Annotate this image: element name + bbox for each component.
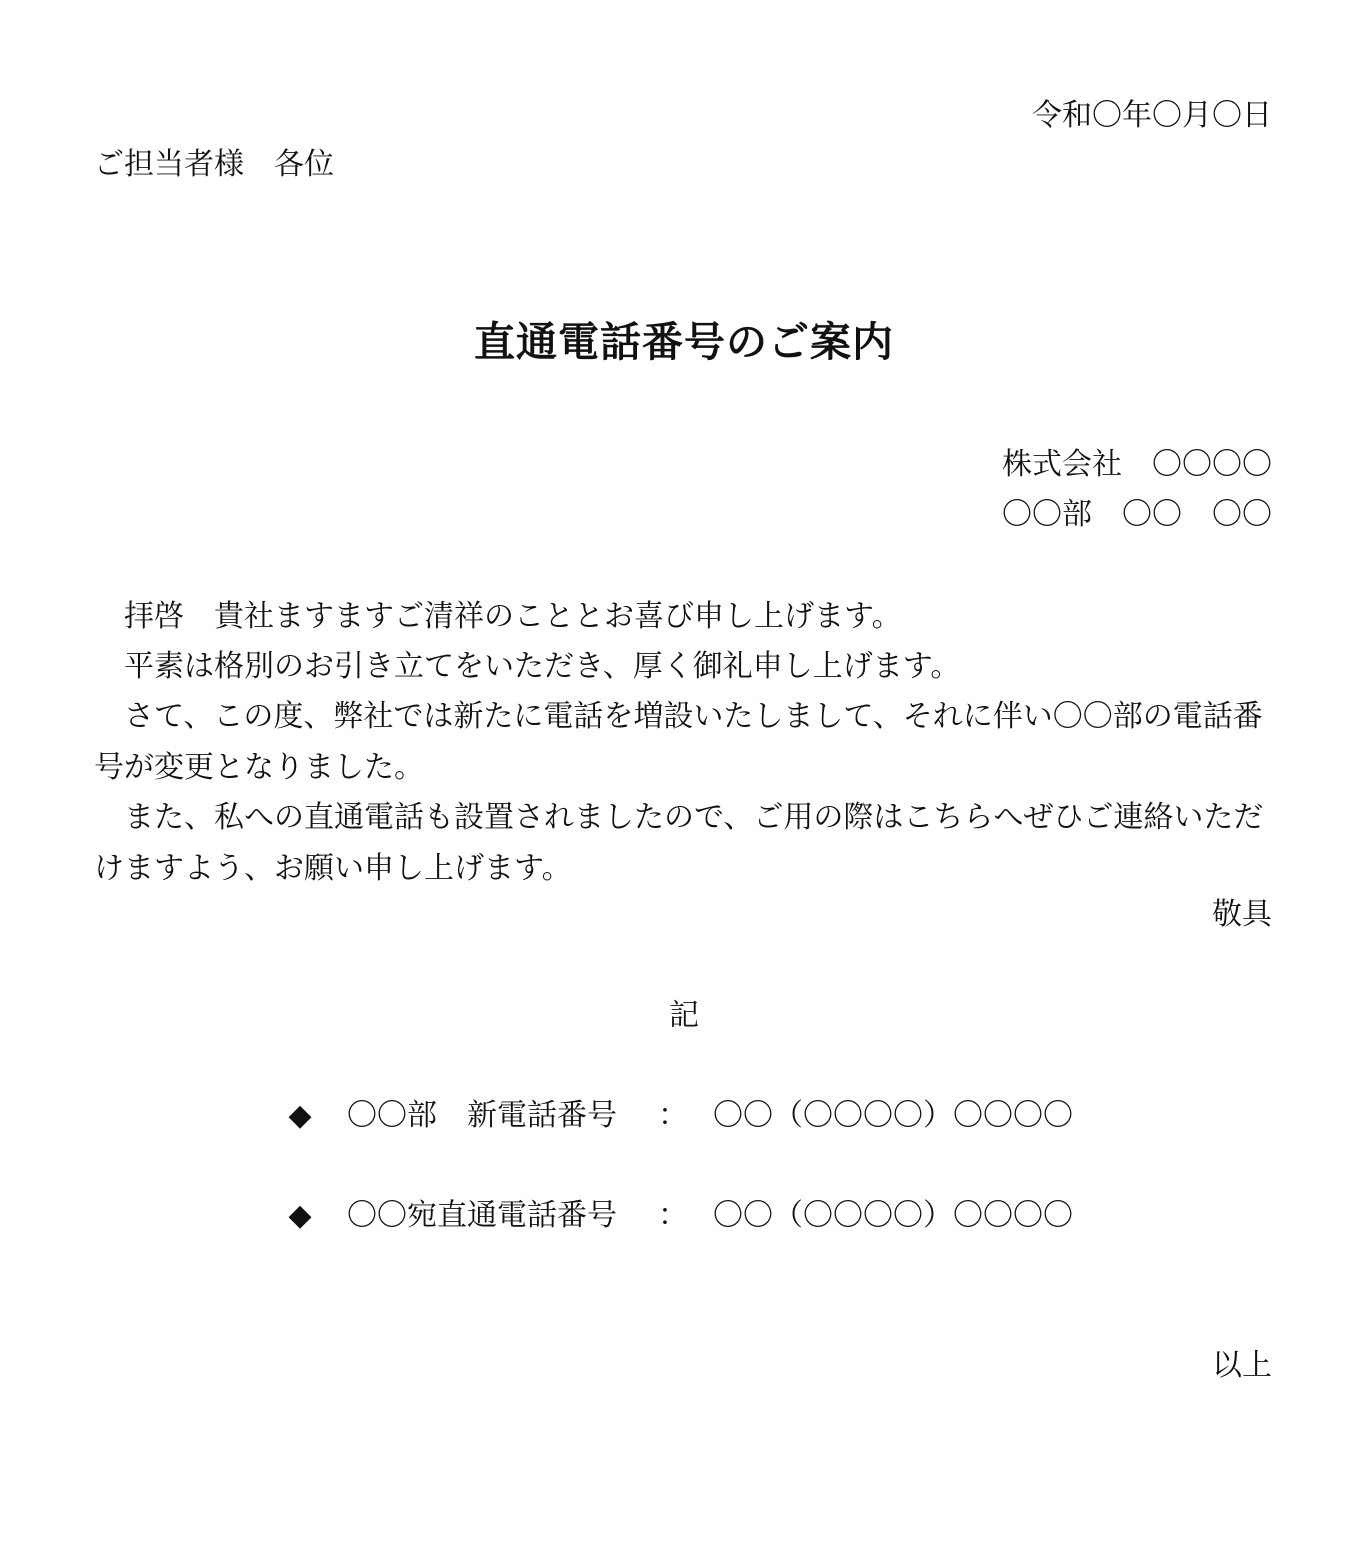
body-paragraph-announcement: さて、この度、弊社では新たに電話を増設いたしまして、それに伴い〇〇部の電話番号が変更となりました。 <box>94 699 1263 785</box>
item-phone-value: 〇〇（〇〇〇〇）〇〇〇〇 <box>713 1198 1073 1233</box>
end-ijou: 以上 <box>1212 1348 1272 1383</box>
diamond-bullet-icon: ◆ <box>288 1198 312 1233</box>
body-paragraph-greeting: 拝啓 貴社ますますご清祥のこととお喜び申し上げます。 <box>124 599 902 634</box>
document-title: 直通電話番号のご案内 <box>474 318 894 366</box>
item-colon: ： <box>658 1198 688 1233</box>
body-paragraph-thanks: 平素は格別のお引き立てをいただき、厚く御礼申し上げます。 <box>124 649 961 684</box>
recipient-line: ご担当者様 各位 <box>94 147 334 182</box>
sender-company: 株式会社 〇〇〇〇 <box>1002 447 1272 482</box>
item-phone-value: 〇〇（〇〇〇〇）〇〇〇〇 <box>713 1098 1073 1133</box>
item-label: 〇〇部 新電話番号 <box>347 1098 617 1133</box>
date-line: 令和〇年〇月〇日 <box>1032 98 1272 133</box>
ki-heading: 記 <box>669 998 699 1033</box>
item-label: 〇〇宛直通電話番号 <box>347 1198 617 1233</box>
sender-department-person: 〇〇部 〇〇 〇〇 <box>1002 497 1272 532</box>
body-paragraph-request: また、私への直通電話も設置されましたので、ご用の際はこちらへぜひご連絡いただけますよう、お願い申し上げます。 <box>94 800 1264 886</box>
closing-keigu: 敬具 <box>1212 897 1272 932</box>
diamond-bullet-icon: ◆ <box>288 1098 312 1133</box>
item-colon: ： <box>658 1098 688 1133</box>
